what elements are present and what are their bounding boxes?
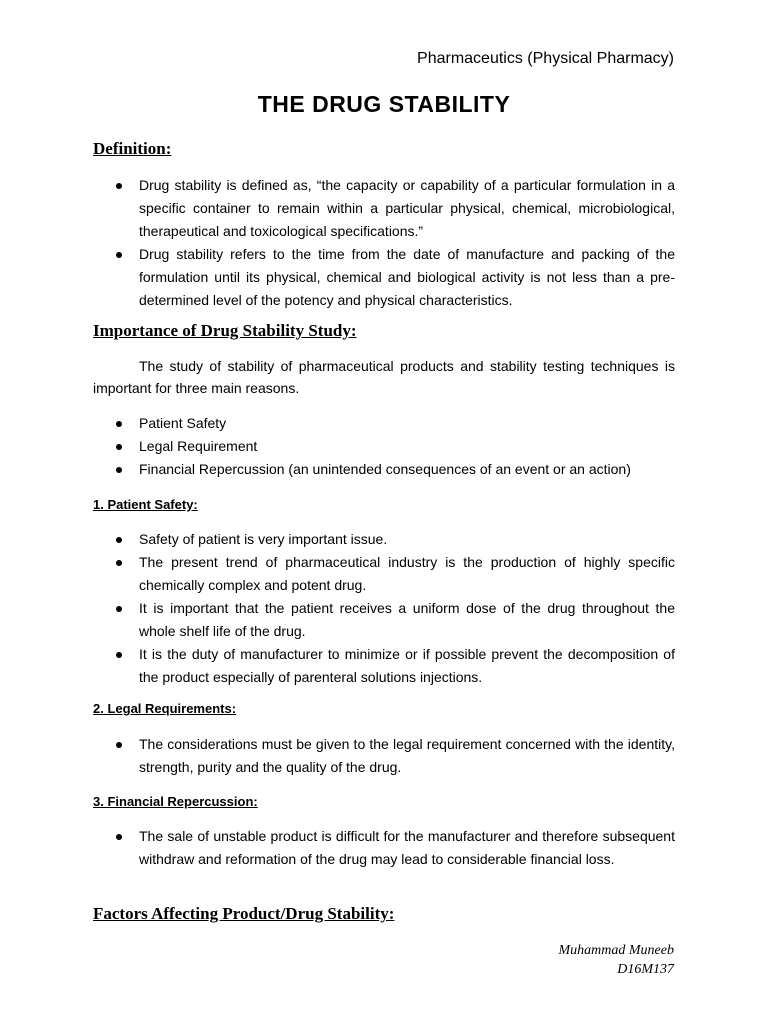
financial-heading: 3. Financial Repercussion: [93, 794, 258, 809]
importance-heading: Importance of Drug Stability Study: [93, 321, 357, 340]
list-item: The sale of unstable product is difficult for the manufacturer and therefore subsequent withdraw and reformation of the drug may lead to considerable financial loss. [93, 825, 675, 871]
page-title: THE DRUG STABILITY [257, 91, 511, 117]
bullet-icon [116, 467, 122, 473]
bullet-icon [116, 252, 122, 258]
list-item: Drug stability is defined as, “the capacity or capability of a particular formulation in a specific container to remain within a particular physical, chemical, microbiological, therapeutical and toxicological specifications.” [93, 174, 675, 243]
bullet-icon [116, 742, 122, 748]
list-item: Financial Repercussion (an unintended consequences of an event or an action) [93, 458, 675, 481]
author-name: Muhammad Muneeb [558, 943, 674, 958]
list-item: The considerations must be given to the legal requirement concerned with the identity, strength, purity and the quality of the drug. [93, 733, 675, 779]
bullet-icon [116, 606, 122, 612]
list-item: It is important that the patient receives a uniform dose of the drug throughout the whole shelf life of the drug. [93, 597, 675, 643]
legal-heading: 2. Legal Requirements: [93, 701, 237, 716]
bullet-icon [116, 444, 122, 450]
factors-heading: Factors Affecting Product/Drug Stability: [93, 904, 395, 923]
list-item: Safety of patient is very important issue. [93, 528, 675, 551]
author-signature [559, 941, 674, 979]
subject-header: Pharmaceutics (Physical Pharmacy) [417, 50, 674, 67]
legal-list [93, 733, 675, 779]
financial-list [93, 825, 675, 871]
list-item: The present trend of pharmaceutical industry is the production of highly specific chemically complex and potent drug. [93, 551, 675, 597]
importance-reasons-list [93, 412, 675, 481]
importance-paragraph: The study of stability of pharmaceutical products and stability testing techniques is important for three main reasons. [93, 358, 675, 396]
bullet-icon [116, 421, 122, 427]
list-item: It is the duty of manufacturer to minimize or if possible prevent the decomposition of the product especially of parenteral solutions injections. [93, 643, 675, 689]
list-item: Patient Safety [93, 412, 675, 435]
patient-safety-heading: 1. Patient Safety: [93, 497, 198, 512]
list-item: Drug stability refers to the time from the date of manufacture and packing of the formulation until its physical, chemical and biological activity is not less than a pre-determined level of the potency and physical characteristics. [93, 243, 675, 312]
bullet-icon [116, 834, 122, 840]
author-id: D16M137 [617, 962, 674, 977]
patient-safety-list [93, 528, 675, 689]
bullet-icon [116, 183, 122, 189]
definition-heading: Definition: [93, 139, 172, 158]
bullet-icon [116, 537, 122, 543]
definition-list [93, 174, 675, 312]
list-item: Legal Requirement [93, 435, 675, 458]
bullet-icon [116, 652, 122, 658]
bullet-icon [116, 560, 122, 566]
